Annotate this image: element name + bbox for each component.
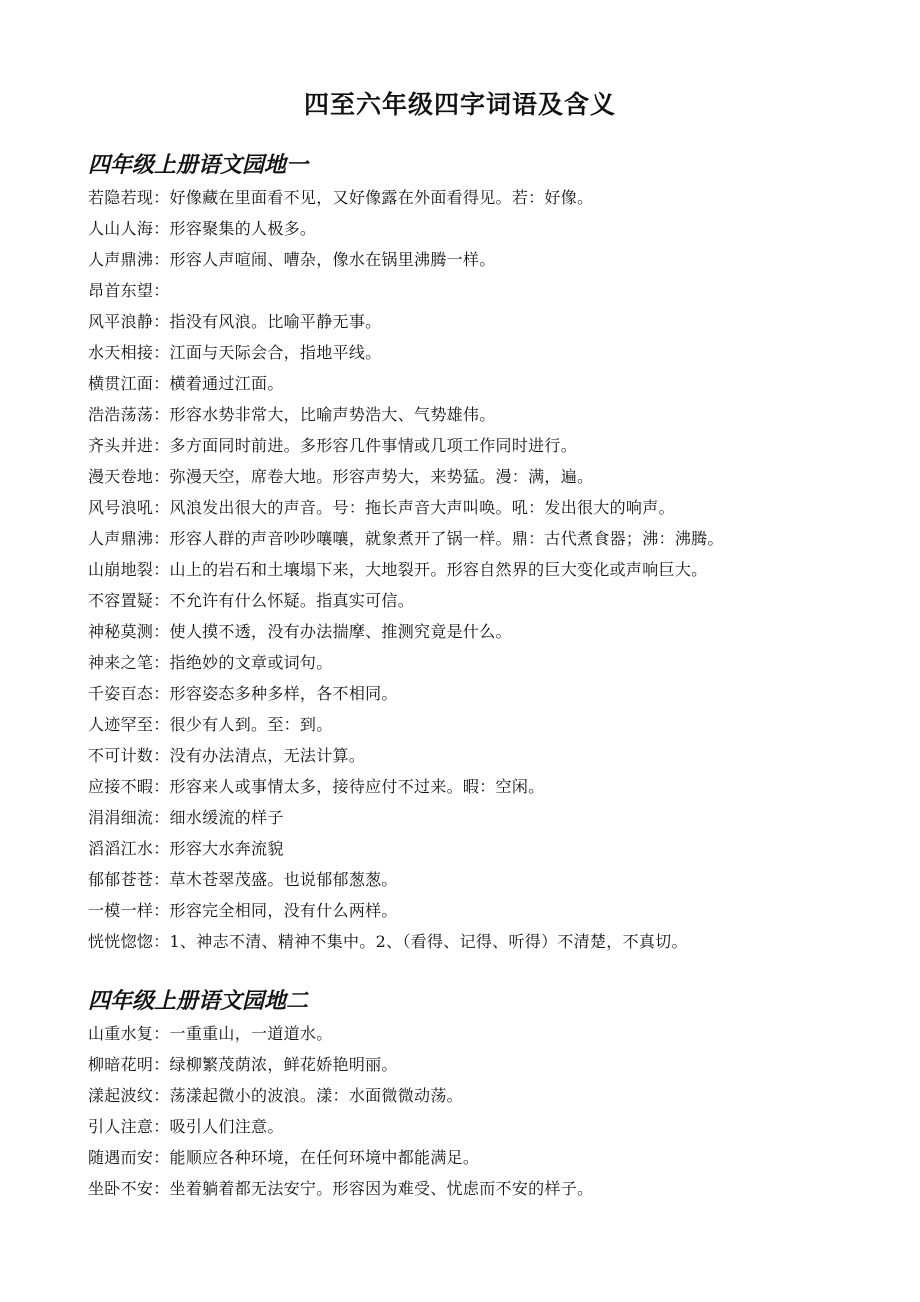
vocab-meaning: 不允许有什么怀疑。指真实可信。 [169,591,415,610]
vocab-entry [88,1049,908,1080]
vocab-term: 恍恍惚惚 [88,932,154,951]
separator: ： [153,1024,170,1043]
vocab-entry [88,864,908,895]
vocab-term: 神来之笔 [88,653,154,672]
separator: ： [153,1055,170,1074]
vocab-term: 滔滔江水 [88,839,154,858]
separator: ： [153,281,170,300]
vocab-meaning: 细水缓流的样子 [169,808,284,827]
separator: ： [153,622,170,641]
vocab-entry [88,1173,908,1204]
separator: ： [153,374,170,393]
vocab-entry [88,492,908,523]
vocab-meaning: 形容大水奔流貌 [169,839,284,858]
separator: ： [153,312,170,331]
vocab-entry [88,895,908,926]
separator: ： [153,684,170,703]
vocab-term: 人山人海 [88,219,154,238]
vocab-meaning: 很少有人到。至：到。 [169,715,333,734]
separator: ： [153,932,170,951]
vocab-meaning: 形容来人或事情太多，接待应付不过来。暇：空闲。 [169,777,545,796]
vocab-term: 郁郁苍苍 [88,870,154,889]
vocab-entry [88,1018,908,1049]
separator: ： [153,839,170,858]
vocab-term: 人迹罕至 [88,715,154,734]
vocab-term: 千姿百态 [88,684,154,703]
vocab-entry [88,802,908,833]
vocab-term: 涓涓细流 [88,808,154,827]
vocab-term: 不可计数 [88,746,154,765]
separator: ： [153,591,170,610]
vocab-term: 柳暗花明 [88,1055,154,1074]
separator: ： [153,746,170,765]
vocab-term: 昂首东望 [88,281,154,300]
vocab-meaning: 指没有风浪。比喻平静无事。 [169,312,382,331]
separator: ： [153,1179,170,1198]
vocab-entry [88,554,908,585]
separator: ： [153,188,170,207]
section-heading: 四年级上册语文园地一 [88,152,309,178]
vocab-meaning: 使人摸不透，没有办法揣摩、推测究竟是什么。 [169,622,512,641]
separator: ： [153,219,170,238]
vocab-entry [88,585,908,616]
separator: ： [153,1086,170,1105]
vocab-entry [88,399,908,430]
vocab-meaning: 形容聚集的人极多。 [169,219,317,238]
vocab-entry [88,275,908,306]
vocab-term: 一模一样 [88,901,154,920]
vocab-meaning: 弥漫天空，席卷大地。形容声势大，来势猛。漫：满，遍。 [169,467,594,486]
section-unit-2 [88,984,908,1204]
vocab-entry [88,306,908,337]
vocab-term: 人声鼎沸 [88,529,154,548]
separator: ： [153,1117,170,1136]
vocab-meaning: 好像藏在里面看不见，又好像露在外面看得见。若：好像。 [169,188,594,207]
separator: ： [153,870,170,889]
vocab-meaning: 风浪发出很大的声音。号：拖长声音大声叫唤。吼：发出很大的响声。 [169,498,675,517]
document-title: 四至六年级四字词语及含义 [303,90,616,119]
vocab-meaning: 多方面同时前进。多形容几件事情或几项工作同时进行。 [169,436,578,455]
separator: ： [153,498,170,517]
vocab-term: 人声鼎沸 [88,250,154,269]
vocab-entry [88,1080,908,1111]
vocab-entry [88,461,908,492]
separator: ： [153,808,170,827]
section-heading: 四年级上册语文园地二 [88,988,309,1014]
vocab-meaning: 形容水势非常大，比喻声势浩大、气势雄伟。 [169,405,496,424]
vocab-entry [88,709,908,740]
vocab-term: 漾起波纹 [88,1086,154,1105]
vocab-meaning: 没有办法清点，无法计算。 [169,746,366,765]
separator: ： [153,467,170,486]
vocab-entry [88,337,908,368]
vocab-meaning: 形容姿态多种多样，各不相同。 [169,684,398,703]
vocab-meaning: 草木苍翠茂盛。也说郁郁葱葱。 [169,870,398,889]
vocab-meaning: 形容人声喧闹、嘈杂，像水在锅里沸腾一样。 [169,250,496,269]
vocab-term: 风号浪吼 [88,498,154,517]
section-unit-1 [88,148,908,957]
vocab-entry [88,213,908,244]
vocab-meaning: 绿柳繁茂荫浓，鲜花娇艳明丽。 [169,1055,398,1074]
vocab-meaning: 形容人群的声音吵吵嚷嚷，就象煮开了锅一样。鼎：古代煮食器；沸：沸腾。 [169,529,724,548]
vocab-entry [88,678,908,709]
vocab-meaning: 山上的岩石和土壤塌下来，大地裂开。形容自然界的巨大变化或声响巨大。 [169,560,708,579]
vocab-term: 若隐若现 [88,188,154,207]
vocab-meaning: 一重重山，一道道水。 [169,1024,333,1043]
vocab-entry [88,771,908,802]
vocab-meaning: 横着通过江面。 [169,374,284,393]
vocab-entry [88,182,908,213]
vocab-term: 应接不暇 [88,777,154,796]
vocab-term: 齐头并进 [88,436,154,455]
vocab-term: 不容置疑 [88,591,154,610]
vocab-meaning: 坐着躺着都无法安宁。形容因为难受、忧虑而不安的样子。 [169,1179,594,1198]
vocab-term: 山崩地裂 [88,560,154,579]
separator: ： [153,405,170,424]
separator: ： [153,250,170,269]
separator: ： [153,343,170,362]
vocab-term: 随遇而安 [88,1148,154,1167]
separator: ： [153,436,170,455]
vocab-entry [88,616,908,647]
separator: ： [153,901,170,920]
separator: ： [153,529,170,548]
vocab-entry [88,833,908,864]
vocab-meaning: 形容完全相同，没有什么两样。 [169,901,398,920]
separator: ： [153,777,170,796]
vocab-entry [88,1142,908,1173]
vocab-meaning: 江面与天际会合，指地平线。 [169,343,382,362]
vocab-meaning: 荡漾起微小的波浪。漾：水面微微动荡。 [169,1086,463,1105]
vocab-term: 坐卧不安 [88,1179,154,1198]
vocab-term: 神秘莫测 [88,622,154,641]
vocab-term: 水天相接 [88,343,154,362]
vocab-term: 山重水复 [88,1024,154,1043]
vocab-entry [88,647,908,678]
vocab-entry [88,1111,908,1142]
vocab-entry [88,523,908,554]
separator: ： [153,560,170,579]
vocab-entry [88,368,908,399]
vocab-term: 浩浩荡荡 [88,405,154,424]
separator: ： [153,1148,170,1167]
vocab-term: 引人注意 [88,1117,154,1136]
vocab-meaning: 能顺应各种环境，在任何环境中都能满足。 [169,1148,480,1167]
vocab-entry [88,740,908,771]
vocab-term: 风平浪静 [88,312,154,331]
vocab-meaning: 指绝妙的文章或词句。 [169,653,333,672]
vocab-meaning: 吸引人们注意。 [169,1117,284,1136]
vocab-entry [88,430,908,461]
separator: ： [153,653,170,672]
separator: ： [153,715,170,734]
vocab-entry [88,244,908,275]
vocab-entry [88,926,908,957]
vocab-term: 漫天卷地 [88,467,154,486]
vocab-term: 横贯江面 [88,374,154,393]
vocab-meaning: 1、神志不清、精神不集中。2、（看得、记得、听得）不清楚，不真切。 [169,932,688,951]
